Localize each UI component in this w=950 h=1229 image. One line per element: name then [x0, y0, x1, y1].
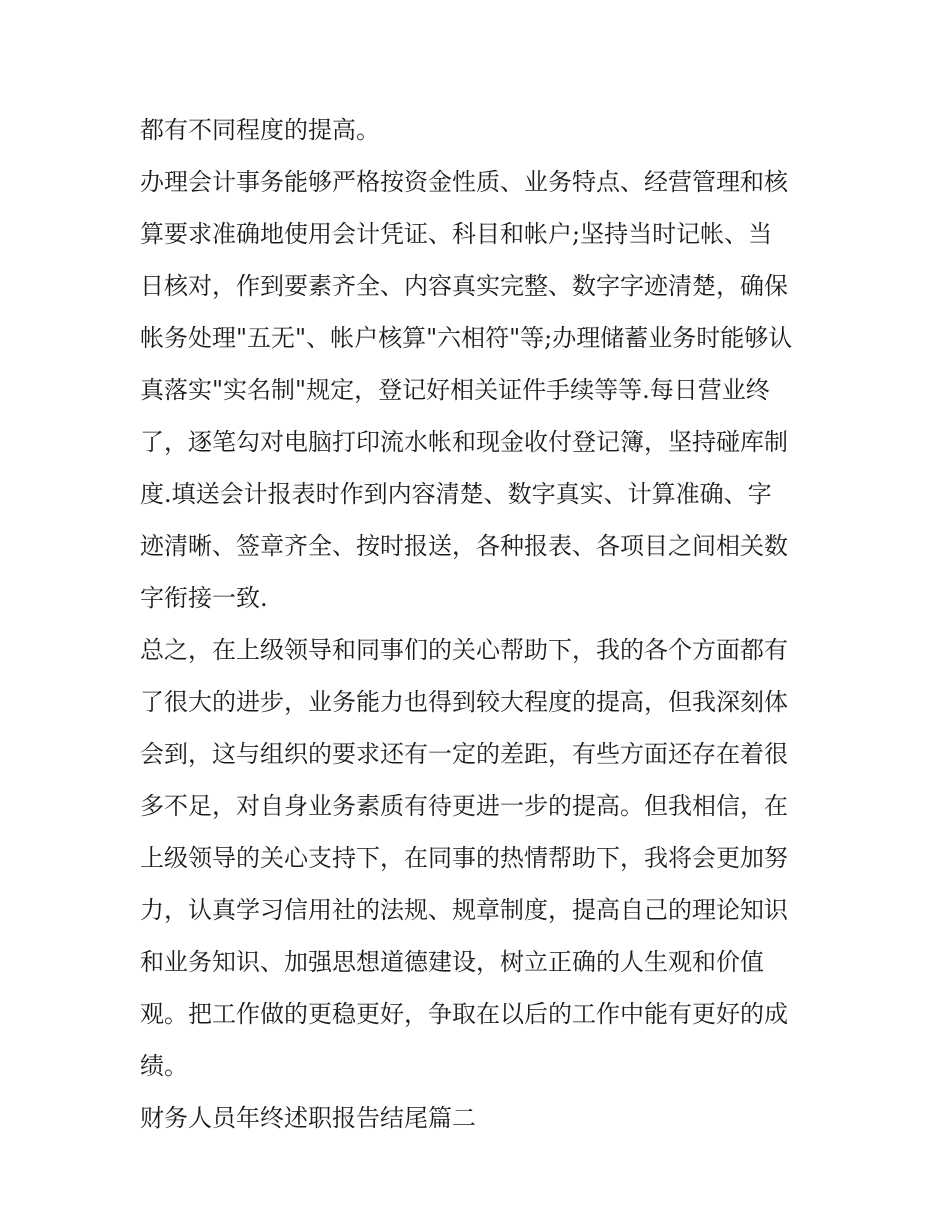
text-line: 力，认真学习信用社的法规、规章制度，提高自己的理论知识	[140, 896, 788, 924]
text-line: 会到，这与组织的要求还有一定的差距，有些方面还存在着很	[140, 740, 788, 768]
text-line: 和业务知识、加强思想道德建设，树立正确的人生观和价值	[140, 948, 764, 976]
text-line: 观。把工作做的更稳更好，争取在以后的工作中能有更好的成	[140, 1000, 788, 1028]
section-heading: 财务人员年终述职报告结尾篇二	[140, 1104, 476, 1132]
text-line: 绩。	[140, 1052, 188, 1080]
text-line: 了很大的进步，业务能力也得到较大程度的提高，但我深刻体	[140, 688, 788, 716]
text-line: 总之，在上级领导和同事们的关心帮助下，我的各个方面都有	[140, 636, 788, 664]
text-line: 真落实"实名制"规定，登记好相关证件手续等等.每日营业终	[140, 376, 770, 404]
text-line: 都有不同程度的提高。	[140, 116, 380, 144]
text-line: 帐务处理"五无"、帐户核算"六相符"等;办理储蓄业务时能够认	[140, 324, 793, 352]
text-line: 迹清晰、签章齐全、按时报送，各种报表、各项目之间相关数	[140, 532, 788, 560]
text-line: 多不足，对自身业务素质有待更进一步的提高。但我相信，在	[140, 792, 788, 820]
document-body	[140, 104, 820, 1144]
text-line: 办理会计事务能够严格按资金性质、业务特点、经营管理和核	[140, 168, 788, 196]
text-line: 字衔接一致.	[140, 584, 268, 612]
text-line: 上级领导的关心支持下，在同事的热情帮助下，我将会更加努	[140, 844, 788, 872]
text-line: 算要求准确地使用会计凭证、科目和帐户;坚持当时记帐、当	[140, 220, 773, 248]
text-line: 度.填送会计报表时作到内容清楚、数字真实、计算准确、字	[140, 480, 772, 508]
text-line: 日核对，作到要素齐全、内容真实完整、数字字迹清楚，确保	[140, 272, 788, 300]
text-line: 了，逐笔勾对电脑打印流水帐和现金收付登记簿，坚持碰库制	[140, 428, 788, 456]
